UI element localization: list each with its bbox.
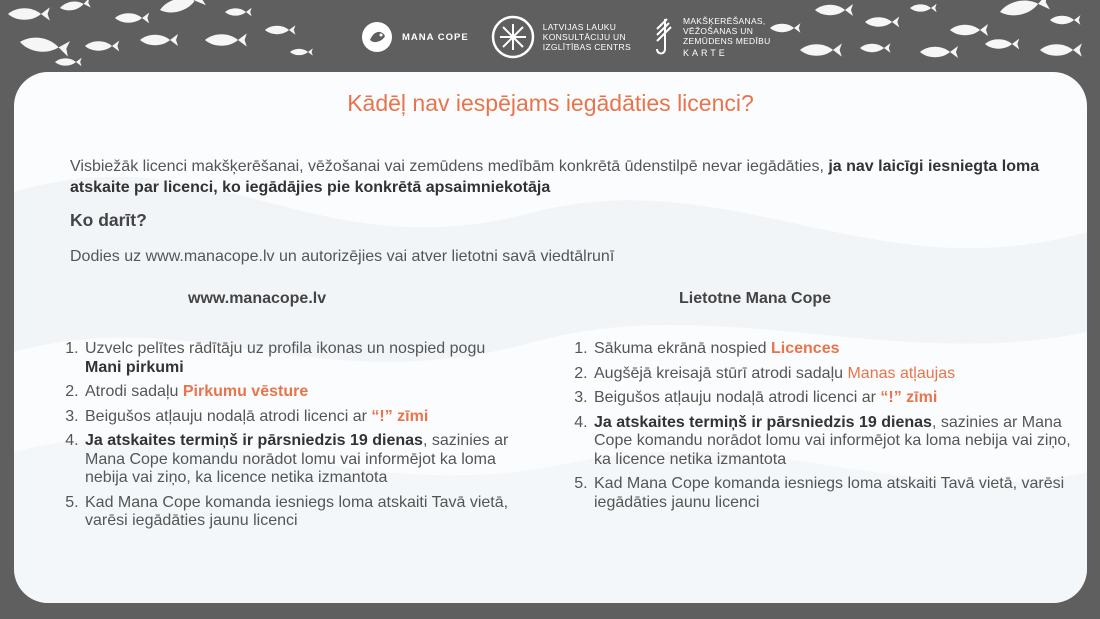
intro-bold: ja nav laicīgi iesniegta loma atskaite par licenci, ko iegādājies pie konkrētā apsaimniekotāja (70, 158, 1040, 196)
fish-group-right (770, 0, 1082, 58)
step-accent: Manas atļaujas (847, 364, 956, 382)
step-text: Uzvelc pelītes rādītāju uz profila ikonas un nospied pogu (85, 340, 486, 357)
karte-line-2: VĒŽOŠANAS UN (682, 26, 754, 36)
logo-mana-cope-text: MANA COPE (402, 31, 469, 43)
list-item (83, 494, 523, 531)
llkc-line-3: IZGLĪTĪBAS CENTRS (542, 42, 631, 52)
fishing-rod-icon (653, 15, 675, 59)
step-bold: Mani pirkumi (85, 358, 184, 376)
step-text: Beigušos atļauju nodaļā atrodi licenci ar (85, 407, 372, 425)
list-item (592, 365, 1082, 384)
list-item (592, 340, 1082, 359)
step-accent: “!” zīmi (371, 407, 429, 425)
karte-line-3: ZEMŪDENS MEDĪBU (682, 36, 771, 46)
fish-group-left (8, 0, 313, 66)
karte-word: KARTE (682, 48, 728, 58)
step-text: , sazinies ar Mana Cope komandu norādot lomu vai informējot ka loma nebija vai ziņo, ka licence netika izmantota (85, 432, 509, 486)
karte-line-1: MAKŠĶERĒŠANAS, (682, 16, 766, 26)
step-text: Kad Mana Cope komanda iesniegs loma atskaiti Tavā vietā, varēsi iegādāties jaunu licenci (594, 475, 1065, 511)
step-accent: Licences (771, 340, 840, 357)
list-item (83, 432, 523, 488)
llkc-line-2: KONSULTĀCIJU UN (542, 32, 626, 42)
step-text: Atrodi sadaļu (85, 383, 183, 400)
step-text: Augšējā kreisajā stūrī atrodi sadaļu (594, 364, 848, 382)
llkc-logo-text (543, 22, 631, 52)
list-item (592, 414, 1082, 470)
karte-logo (653, 15, 771, 59)
list-item (83, 383, 523, 402)
karte-logo-text (683, 16, 771, 58)
list-item (592, 389, 1082, 408)
mana-cope-logo (360, 20, 469, 54)
list-item (592, 475, 1082, 512)
llkc-logo (491, 15, 631, 59)
step-bold: Ja atskaites termiņš ir pārsniedzis 19 dienas (85, 432, 423, 449)
website-steps-list (63, 340, 523, 537)
website-column-heading: www.manacope.lv (188, 290, 327, 307)
llkc-line-1: LATVIJAS LAUKU (542, 22, 617, 32)
llkc-emblem-icon (491, 15, 535, 59)
step-text: Sākuma ekrānā nospied (594, 340, 771, 357)
intro-paragraph (70, 156, 1050, 198)
page-title: Kādēļ nav iespējams iegādāties licenci? (347, 90, 754, 116)
step-text: Kad Mana Cope komanda iesniegs loma atskaiti Tavā vietā, varēsi iegādāties jaunu licenci (85, 493, 509, 529)
list-item (83, 340, 523, 377)
header-logos (360, 10, 771, 64)
step-accent: “!” zīmi (880, 389, 938, 406)
fishing-hook-icon (360, 20, 394, 54)
step-bold: Ja atskaites termiņš ir pārsniedzis 19 dienas (594, 413, 932, 431)
step-accent: Pirkumu vēsture (182, 383, 309, 400)
info-card (14, 72, 1087, 603)
intro-text: Visbiežāk licenci makšķerēšanai, vēžošanai vai zemūdens medībām konkrētā ūdenstilpē nevar iegādāties, (70, 158, 829, 175)
go-to-instruction: Dodies uz www.manacope.lv un autorizējies vai atver lietotni savā viedtālrunī (70, 248, 615, 265)
step-text: Beigušos atļauju nodaļā atrodi licenci ar (594, 389, 881, 406)
step-text: , sazinies ar Mana Cope komandu norādot lomu vai informējot ka loma nebija vai ziņo, ka licence netika izmantota (594, 413, 1071, 468)
app-column-heading: Lietotne Mana Cope (679, 290, 832, 307)
what-to-do-heading: Ko darīt? (70, 210, 147, 230)
list-item (83, 408, 523, 427)
app-steps-list (572, 340, 1082, 518)
